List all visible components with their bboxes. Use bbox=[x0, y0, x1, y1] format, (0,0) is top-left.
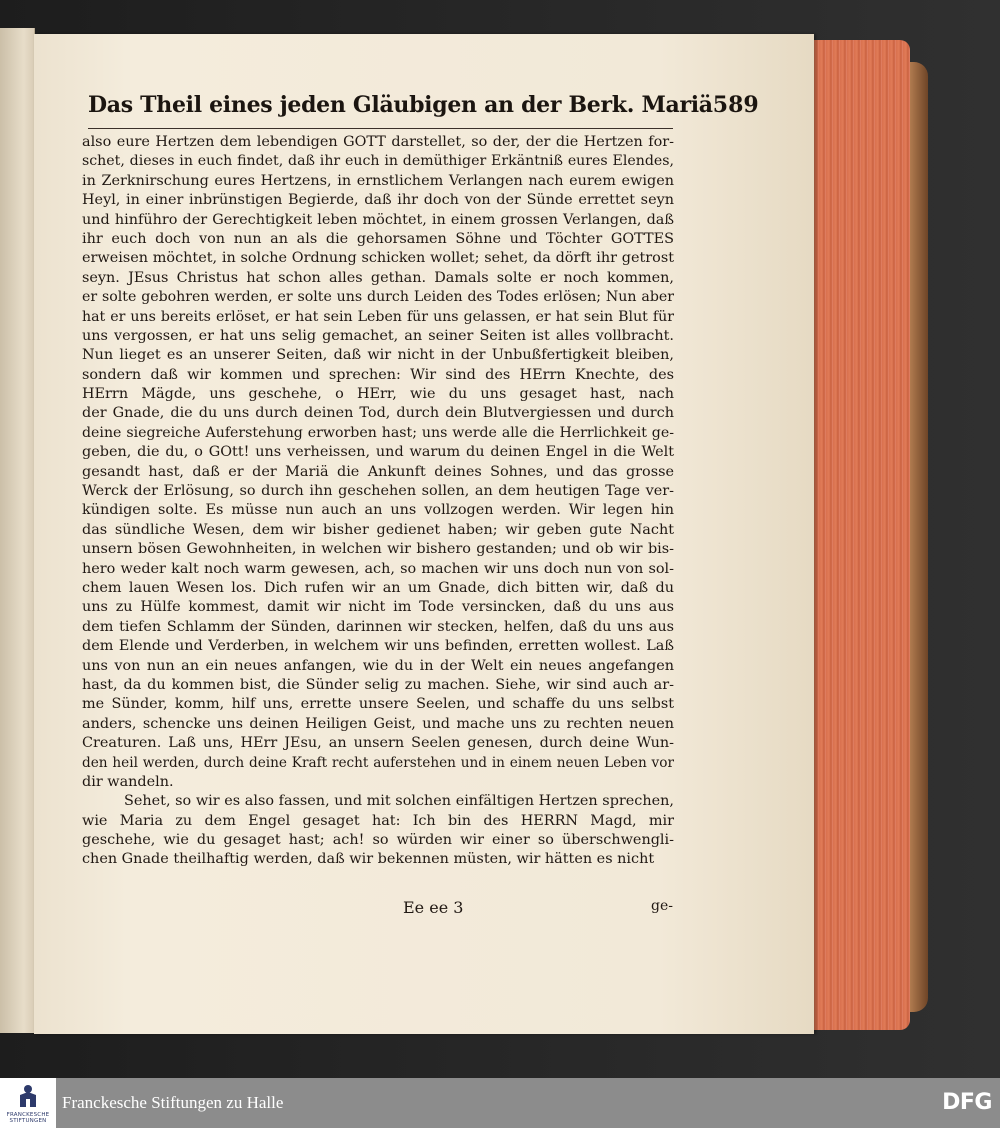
text-line: uns zu Hülfe kommest, damit wir nicht im Tode versincken, daß du uns aus bbox=[82, 599, 674, 616]
text-line: chen Gnade theilhaftig werden, daß wir bekennen müsten, wir hätten es nicht bbox=[82, 851, 655, 868]
text-line: hast, da du kommen bist, die Sünder selig zu machen. Siehe, wir sind auch ar- bbox=[82, 676, 674, 693]
left-page-edge bbox=[0, 28, 35, 1033]
text-line: anders, schencke uns deinen Heiligen Geist, und mache uns zu rechten neuen bbox=[82, 715, 674, 732]
text-line: schet, dieses in euch findet, daß ihr euch in demüthiger Erkäntniß eures Elendes, bbox=[82, 153, 674, 170]
text-line: Nun lieget es an unserer Seiten, daß wir nicht in der Unbußfertigkeit bleiben, bbox=[82, 347, 674, 364]
text-line: gesandt hast, daß er der Mariä die Ankunft deines Sohnes, und das grosse bbox=[82, 463, 674, 480]
logo-caption: FRANCKESCHE STIFTUNGEN bbox=[6, 1112, 50, 1124]
text-line: seyn. JEsus Christus hat schon alles gethan. Damals solte er noch kommen, bbox=[82, 269, 674, 286]
text-line: geschehe, wie du gesaget hast; ach! so würden wir einer so überschwengli- bbox=[82, 832, 674, 849]
text-line: Werck der Erlösung, so durch ihn geschehen sollen, an dem heutigen Tage ver- bbox=[82, 483, 674, 500]
text-line: dem Elende und Verderben, in welchem wir uns befinden, erretten wollest. Laß bbox=[82, 638, 674, 655]
text-line: ihr euch doch von nun an als die gehorsamen Söhne und Töchter GOTTES bbox=[82, 230, 674, 247]
text-line: kündigen solte. Es müsse nun auch an uns vollzogen werden. Wir legen hin bbox=[82, 502, 674, 519]
page-fore-edge bbox=[812, 40, 910, 1030]
running-title: Das Theil eines jeden Gläubigen an der Berk. Mariä bbox=[88, 92, 713, 118]
text-line: erweisen möchtet, in solche Ordnung schicken wollet; sehet, da dörft ihr getrost bbox=[82, 250, 674, 267]
text-line: dir wandeln. bbox=[82, 773, 174, 790]
text-line: Creaturen. Laß uns, HErr JEsu, an unsern Seelen genesen, durch deine Wun- bbox=[82, 735, 674, 752]
text-line: in Zerknirschung eures Hertzens, in ernstlichem Verlangen nach eurem ewigen bbox=[82, 172, 674, 189]
viewer-footer-bar bbox=[0, 1078, 1000, 1128]
text-line: chem lauen Wesen los. Dich rufen wir an um Gnade, dich bitten wir, daß du bbox=[82, 579, 674, 596]
text-line: unsern bösen Gewohnheiten, in welchen wir bishero gestanden; und ob wir bis- bbox=[82, 541, 674, 558]
text-line: wie Maria zu dem Engel gesaget hat: Ich bin des HERRN Magd, mir bbox=[82, 812, 674, 829]
text-line: geben, die du, o GOtt! uns verheissen, und warum du deinen Engel in die Welt bbox=[82, 444, 674, 461]
text-line: uns vergossen, er hat uns selig gemachet, an seiner Seiten ist alles vollbracht. bbox=[82, 327, 674, 344]
text-line: den heil werden, durch deine Kraft recht auferstehen und in einem neuen Leben vor bbox=[82, 754, 674, 771]
text-line: HErrn Mägde, uns geschehe, o HErr, wie du uns gesaget hast, nach bbox=[82, 386, 674, 403]
catchword: ge- bbox=[651, 898, 673, 914]
institution-name[interactable]: Franckesche Stiftungen zu Halle bbox=[62, 1093, 284, 1112]
text-line: Heyl, in einer inbrünstigen Begierde, daß ihr doch von der Sünde errettet seyn bbox=[82, 192, 674, 209]
text-line: er solte gebohren werden, er solte uns durch Leiden des Todes erlösen; Nun aber bbox=[82, 289, 674, 306]
body-text bbox=[82, 133, 674, 870]
text-line: das sündliche Wesen, dem wir bisher gedienet haben; wir geben gute Nacht bbox=[82, 521, 674, 538]
text-line: also eure Hertzen dem lebendigen GOTT darstellet, so der, der die Hertzen for- bbox=[82, 134, 674, 150]
text-line: dem tiefen Schlamm der Sünden, darinnen wir stecken, helfen, daß du uns aus bbox=[82, 618, 674, 635]
text-line: me Sünder, komm, hilf uns, errette unsere Seelen, und schaffe du uns selbst bbox=[82, 696, 674, 713]
text-line: Sehet, so wir es also fassen, und mit solchen einfältigen Hertzen sprechen, bbox=[124, 793, 674, 810]
dfg-logo[interactable]: DFG bbox=[942, 1090, 992, 1115]
running-header bbox=[88, 92, 759, 129]
institution-logo[interactable] bbox=[0, 1078, 56, 1128]
text-line: sondern daß wir kommen und sprechen: Wir sind des HErrn Knechte, des bbox=[82, 366, 674, 383]
text-line: der Gnade, die du uns durch deinen Tod, durch dein Blutvergiessen und durch bbox=[82, 405, 674, 422]
text-line: und hinführo der Gerechtigkeit leben möchtet, in einem grossen Verlangen, daß bbox=[82, 211, 674, 228]
page-footer bbox=[88, 898, 673, 922]
text-line: hero weder kalt noch warm gewesen, ach, so machen wir uns doch nun von sol- bbox=[82, 560, 674, 577]
page-number: 589 bbox=[712, 92, 759, 118]
sun-emblem-icon bbox=[18, 1083, 38, 1109]
text-line: deine siegreiche Auferstehung erworben hast; uns werde alle die Herrlichkeit ge- bbox=[82, 424, 674, 441]
signature-mark: Ee ee 3 bbox=[403, 898, 464, 917]
text-line: hat er uns bereits erlöset, er hat sein Leben für uns gelassen, er hat sein Blut für bbox=[82, 308, 674, 325]
text-line: uns von nun an ein neues anfangen, wie du in der Welt ein neues angefangen bbox=[82, 657, 674, 674]
